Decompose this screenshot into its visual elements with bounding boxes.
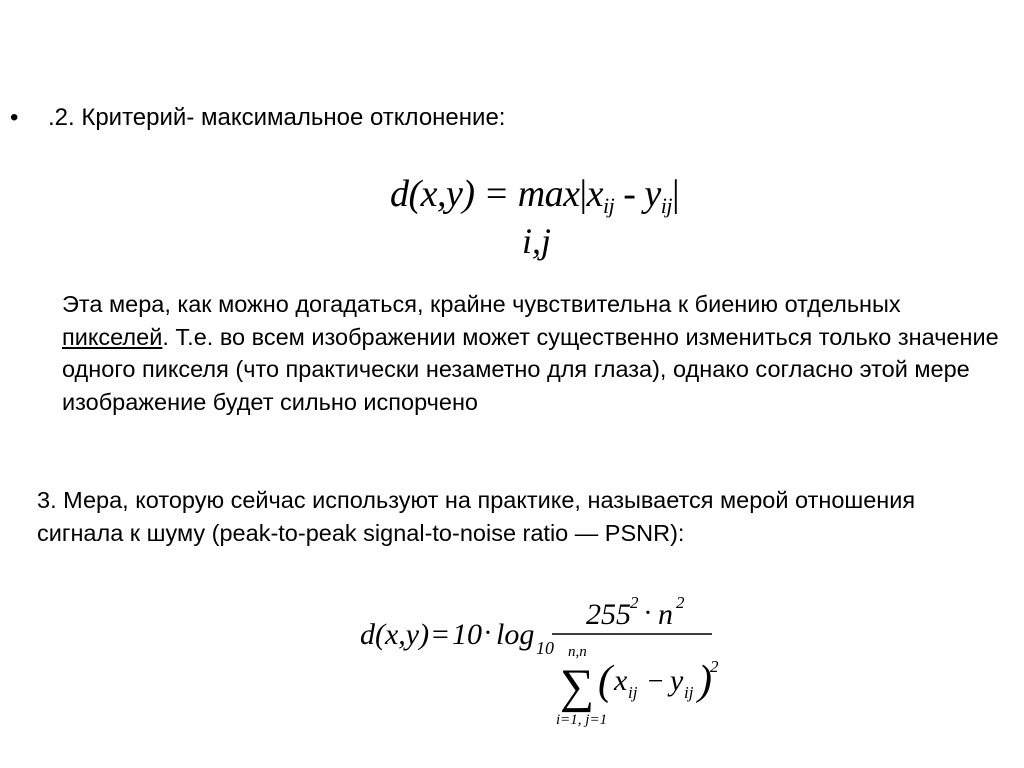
formula2-den-x: x <box>614 664 628 697</box>
formula2-den-y-sub: ij <box>684 683 694 702</box>
formula2-den-x-sub: ij <box>628 683 638 702</box>
formula1-y: y <box>644 173 661 215</box>
formula2-dot: · <box>484 618 491 649</box>
formula1-y-sub: ij <box>660 193 672 218</box>
bullet-heading: .2. Критерий- максимальное отклонение: <box>48 104 506 131</box>
max-deviation-formula <box>390 168 690 268</box>
formula2-sum-symbol: ∑ <box>560 660 595 713</box>
formula2-log: log <box>496 618 535 651</box>
sensitivity-paragraph <box>62 288 1002 418</box>
formula2-paren-right: ) <box>698 658 712 704</box>
formula2-log-base: 10 <box>536 638 554 658</box>
formula2-sum-bottom: i=1, j=1 <box>556 712 608 728</box>
formula2-sum-top: n,n <box>568 644 587 660</box>
formula2-lhs: d(x,y) <box>360 618 430 651</box>
formula2-den-exp: 2 <box>710 657 719 676</box>
psnr-paragraph: 3. Мера, которую сейчас используют на практике, называется мерой отношения сигнала к шуму (peak-to-peak signal-to-noise ratio — PSNR): <box>37 487 916 546</box>
formula1-max: max <box>517 173 580 215</box>
formula1-x: x <box>586 173 603 215</box>
formula1-x-sub: ij <box>603 193 615 218</box>
formula2-paren-left: ( <box>598 658 612 704</box>
psnr-formula <box>360 578 740 738</box>
formula2-equals: = <box>430 618 451 651</box>
formula1-lhs: d(x,y) <box>390 173 475 215</box>
psnr-formula-svg <box>360 578 740 738</box>
paragraph1-text-before: Эта мера, как можно догадаться, крайне чувствительна к биению отдельных <box>62 291 901 317</box>
formula2-coef: 10 <box>452 618 482 651</box>
formula2-num-exp: 2 <box>630 593 639 612</box>
bullet-dot: • <box>10 104 19 131</box>
formula2-den-y: y <box>670 664 684 697</box>
formula1-subscript-ij: i,j <box>522 221 552 261</box>
formula1-bar-left: | <box>579 173 587 215</box>
formula2-num-n: n <box>658 598 673 631</box>
formula1-bar-right: | <box>672 173 680 215</box>
formula2-num-n-exp: 2 <box>676 593 685 612</box>
formula1-minus: - <box>623 173 636 215</box>
pixels-link[interactable]: пикселей <box>62 323 163 350</box>
formula2-den-minus: − <box>646 666 665 697</box>
bullet-item <box>10 104 505 132</box>
formula2-num-dot: · <box>644 598 651 629</box>
formula2-num-base: 255 <box>586 598 631 631</box>
formula1-equals: = <box>483 173 509 215</box>
paragraph1-text-after: . Т.е. во всем изображении может существенно измениться только значение одного пикселя (что практически незаметно для глаза), однако согласно этой мере изображение будет сильно испорчено <box>62 323 999 415</box>
